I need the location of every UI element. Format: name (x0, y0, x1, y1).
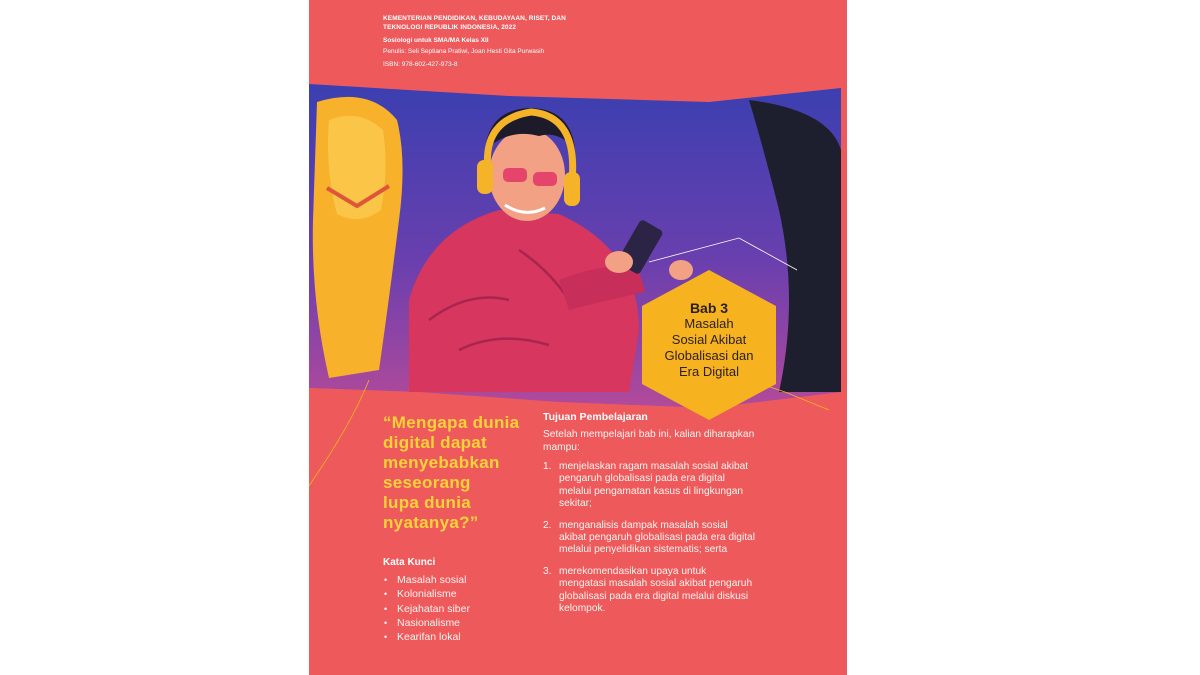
goal-line: melalui pengamatan kasus di lingkungan (559, 485, 744, 497)
goal-item (543, 461, 803, 511)
quote-line: nyatanya?” (383, 513, 479, 532)
quote-line: menyebabkan (383, 453, 500, 472)
chapter-title-line: Globalisasi dan (664, 348, 754, 363)
goal-line: merekomendasikan upaya untuk (559, 565, 707, 577)
chapter-title (642, 300, 776, 380)
goals-intro (543, 429, 793, 454)
keyword-item: • Masalah sosial (383, 573, 470, 587)
goals-intro-line: Setelah mempelajari bab ini, kalian diharapkan (543, 429, 755, 440)
keywords-heading: Kata Kunci (383, 557, 436, 568)
goal-line: mengatasi masalah sosial akibat pengaruh (559, 578, 753, 590)
book-page (309, 0, 847, 675)
goals-intro-line: mampu: (543, 441, 580, 453)
keywords-list (383, 573, 470, 644)
goal-line: akibat pengaruh globalisasi pada era digital (559, 532, 755, 544)
keyword-item: • Kejahatan siber (383, 602, 470, 616)
goal-number: 1. (543, 461, 552, 472)
quote-line: “Mengapa dunia (383, 413, 520, 432)
isbn-text: ISBN: 978-602-427-973-8 (383, 61, 458, 68)
goal-line: menjelaskan ragam masalah sosial akibat (559, 461, 749, 472)
goal-item (543, 520, 803, 557)
goal-number: 3. (543, 565, 552, 577)
chapter-title-line: Era Digital (679, 364, 739, 379)
goal-line: kelompok. (559, 603, 606, 615)
goal-line: sekitar; (559, 498, 592, 510)
goal-line: menganalisis dampak masalah sosial (559, 519, 728, 531)
goal-line: pengaruh globalisasi pada era digital (559, 473, 725, 485)
page-header (383, 14, 603, 70)
goal-number: 2. (543, 519, 552, 531)
chapter-quote (383, 413, 533, 533)
subject-text: Sosiologi untuk SMA/MA Kelas XII (383, 37, 489, 44)
quote-line: seseorang (383, 473, 471, 492)
keyword-item: • Kearifan lokal (383, 630, 470, 644)
quote-line: digital dapat (383, 433, 488, 452)
keyword-item: • Nasionalisme (383, 616, 470, 630)
goals-heading: Tujuan Pembelajaran (543, 411, 648, 423)
goal-line: globalisasi pada era digital melalui diskusi (559, 590, 749, 602)
quote-line: lupa dunia (383, 493, 471, 512)
publisher-text: KEMENTERIAN PENDIDIKAN, KEBUDAYAAN, RISET, DAN TEKNOLOGI REPUBLIK INDONESIA, 2022 (383, 15, 566, 31)
authors-text: Penulis: Seli Septiana Pratiwi, Joan Hesti Gita Purwasih (383, 48, 545, 55)
chapter-title-line: Sosial Akibat (671, 332, 747, 347)
keyword-item: • Kolonialisme (383, 587, 470, 601)
chapter-title-line: Masalah (684, 316, 734, 331)
goal-line: melalui penyelidikan sistematis; serta (559, 544, 728, 556)
goals-list (543, 461, 803, 624)
chapter-number: Bab 3 (689, 300, 729, 316)
goal-item (543, 566, 803, 616)
